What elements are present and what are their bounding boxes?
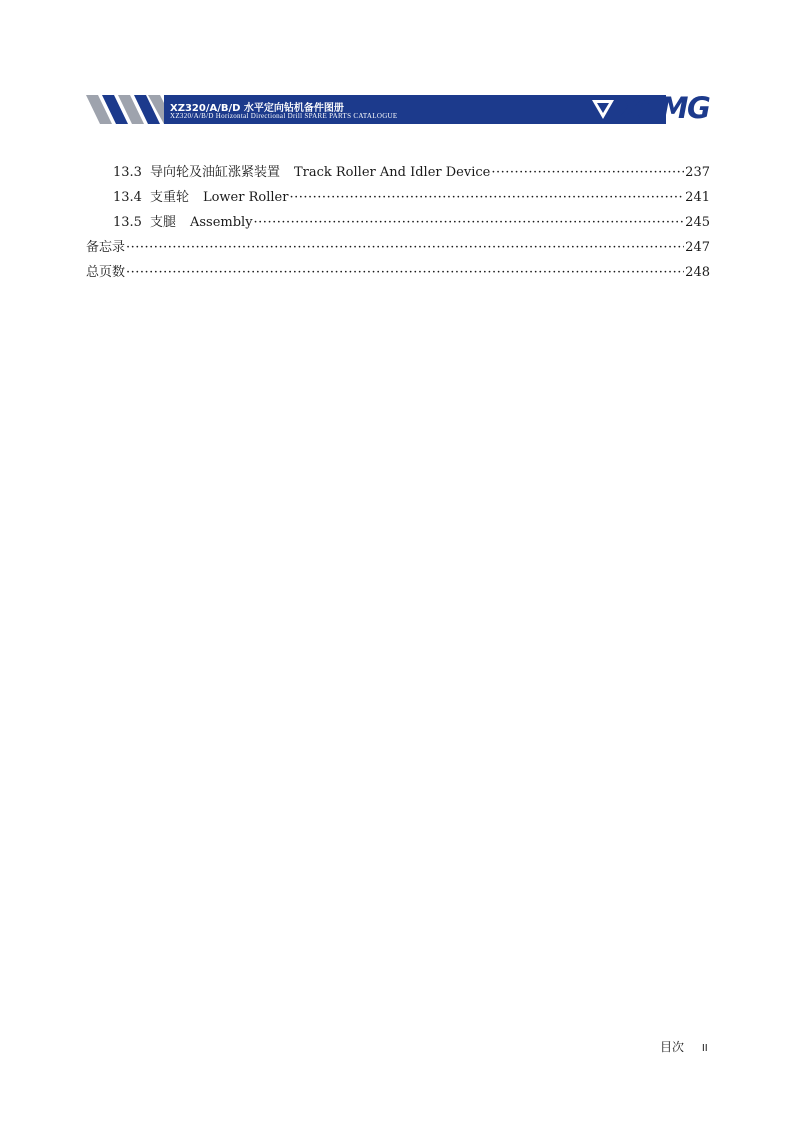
toc-entry-title-cn: 支腿 — [149, 215, 176, 230]
toc-entry-title-en: Lower Roller — [202, 190, 289, 205]
toc-entry-page: 245 — [685, 215, 710, 230]
toc-entry-title-en: Track Roller And Idler Device — [293, 165, 491, 180]
toc-entry-title-cn: 备忘录 — [86, 240, 126, 255]
toc-entry-number: 13.3 — [113, 165, 142, 180]
toc-entry-title-cn: 总页数 — [86, 265, 126, 280]
toc-entry-13-5[interactable] — [86, 214, 710, 239]
toc-entry-title-en: Assembly — [189, 215, 253, 230]
toc-dot-leader — [126, 239, 684, 257]
toc-entry-page: 248 — [685, 265, 710, 280]
header-title-cn: XZ320/A/B/D 水平定向钻机备件图册 — [170, 103, 344, 114]
toc-entry-13-4[interactable] — [86, 189, 710, 214]
toc-entry-memo[interactable] — [86, 239, 710, 264]
toc-dot-leader — [254, 214, 685, 232]
toc-entry-page: 247 — [685, 240, 710, 255]
toc-entry-page: 241 — [685, 190, 710, 205]
xcmg-logo-text: XCMG — [620, 91, 710, 125]
toc-entry-title-cn: 支重轮 — [149, 190, 189, 205]
footer-page-number: II — [701, 1043, 708, 1054]
table-of-contents — [86, 164, 710, 289]
xcmg-logo — [586, 93, 728, 126]
toc-entry-number: 13.4 — [113, 190, 142, 205]
toc-dot-leader — [289, 189, 684, 207]
header-title-en: XZ320/A/B/D Horizontal Directional Drill SPARE PARTS CATALOGUE — [170, 112, 398, 120]
page-footer — [660, 1038, 708, 1055]
toc-entry-total-pages[interactable] — [86, 264, 710, 289]
toc-entry-page: 237 — [685, 165, 710, 180]
footer-section-label: 目次 — [660, 1040, 685, 1054]
header-stripes-graphic — [86, 93, 168, 126]
toc-entry-13-3[interactable] — [86, 164, 710, 189]
toc-entry-number: 13.5 — [113, 215, 142, 230]
page-header — [86, 93, 728, 126]
toc-entry-title-cn: 导向轮及油缸涨紧装置 — [149, 165, 280, 180]
xcmg-logo-mark-icon — [588, 96, 618, 123]
toc-dot-leader — [126, 264, 684, 282]
toc-dot-leader — [491, 164, 684, 182]
